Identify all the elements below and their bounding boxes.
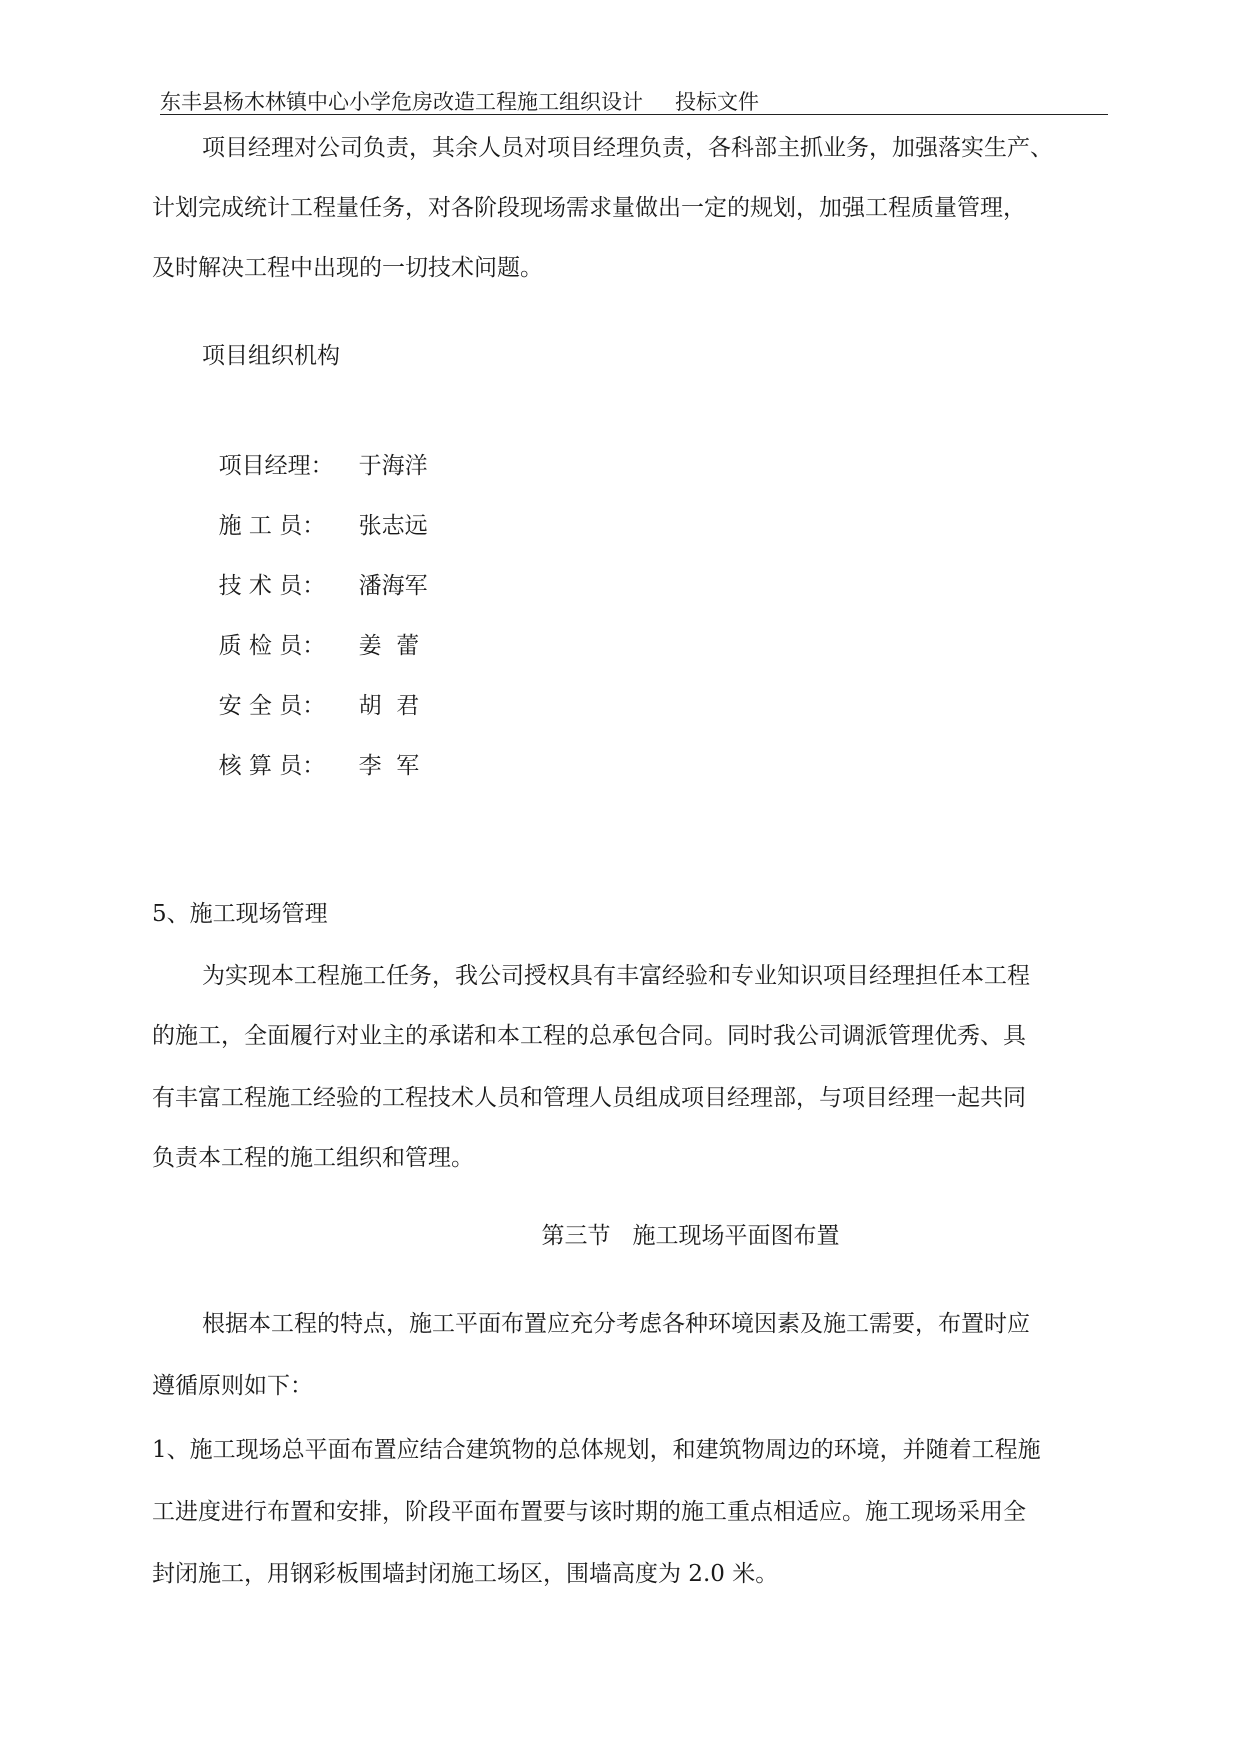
staff-row <box>204 658 419 722</box>
item1-line2: 工进度进行布置和安排，阶段平面布置要与该时期的施工重点相适应。施工现场采用全 <box>152 1499 1026 1525</box>
section5-line4: 负责本工程的施工组织和管理。 <box>152 1145 474 1171</box>
section3-title: 第三节 施工现场平面图布置 <box>541 1223 840 1249</box>
para1-line2: 计划完成统计工程量任务，对各阶段现场需求量做出一定的规划，加强工程质量管理， <box>152 195 1026 221</box>
section5-line1: 为实现本工程施工任务，我公司授权具有丰富经验和专业知识项目经理担任本工程 <box>202 963 1030 989</box>
staff-name: 张志远 <box>358 513 428 539</box>
staff-name: 李 军 <box>358 753 420 779</box>
staff-row <box>204 418 428 482</box>
staff-row <box>204 538 428 602</box>
staff-row <box>204 478 428 542</box>
staff-name: 姜 蕾 <box>358 633 420 659</box>
basis-line2: 遵循原则如下： <box>152 1373 313 1399</box>
page-header <box>160 90 1108 115</box>
staff-role: 质 检 员： <box>218 633 326 659</box>
staff-row <box>204 598 419 662</box>
section5-heading: 5、施工现场管理 <box>152 901 328 927</box>
staff-row <box>204 718 419 782</box>
staff-name: 胡 君 <box>358 693 420 719</box>
staff-role: 安 全 员： <box>218 693 326 719</box>
staff-name: 潘海军 <box>358 573 428 599</box>
staff-role: 施 工 员： <box>218 513 326 539</box>
basis-line1: 根据本工程的特点，施工平面布置应充分考虑各种环境因素及施工需要，布置时应 <box>202 1311 1030 1337</box>
staff-role: 技 术 员： <box>218 573 326 599</box>
item1-line3: 封闭施工，用钢彩板围墙封闭施工场区，围墙高度为 2.0 米。 <box>152 1561 779 1587</box>
section5-line3: 有丰富工程施工经验的工程技术人员和管理人员组成项目经理部，与项目经理一起共同 <box>152 1085 1026 1111</box>
header-doc-type: 投标文件 <box>675 90 759 114</box>
para1-line3: 及时解决工程中出现的一切技术问题。 <box>152 255 543 281</box>
section5-line2: 的施工，全面履行对业主的承诺和本工程的总承包合同。同时我公司调派管理优秀、具 <box>152 1023 1026 1049</box>
item1-line1: 1、施工现场总平面布置应结合建筑物的总体规划，和建筑物周边的环境，并随着工程施 <box>152 1437 1041 1463</box>
org-title: 项目组织机构 <box>202 343 340 369</box>
staff-name: 于海洋 <box>358 453 428 479</box>
staff-role: 项目经理： <box>218 453 334 479</box>
para1-line1: 项目经理对公司负责，其余人员对项目经理负责，各科部主抓业务，加强落实生产、 <box>202 135 1053 161</box>
header-title: 东丰县杨木林镇中心小学危房改造工程施工组织设计 <box>160 90 643 114</box>
staff-role: 核 算 员： <box>218 753 326 779</box>
